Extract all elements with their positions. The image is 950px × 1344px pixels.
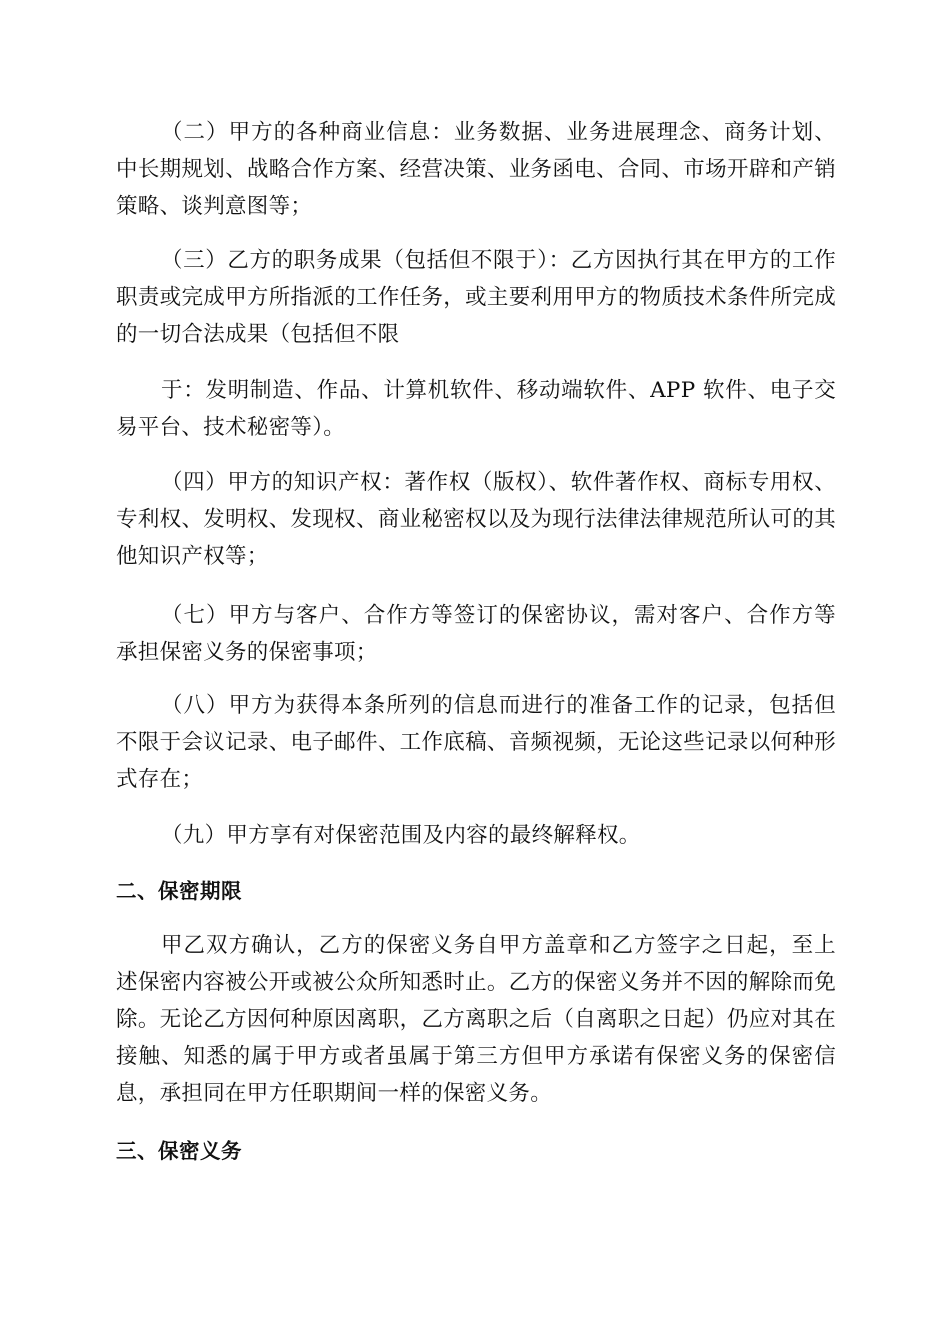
section-heading-confidentiality-obligations: 三、保密义务 xyxy=(116,1139,242,1163)
paragraph-intellectual-property: （四）甲方的知识产权：著作权（版权）、软件著作权、商标专用权、专利权、发明权、发现权、商业秘密权以及为现行法律法律规范所认可的其他知识产权等； xyxy=(116,470,836,569)
section-heading-confidentiality-period: 二、保密期限 xyxy=(116,879,242,903)
paragraph-confidentiality-period: 甲乙双方确认，乙方的保密义务自甲方盖章和乙方签字之日起，至上述保密内容被公开或被公众所知悉时止。乙方的保密义务并不因的解除而免除。无论乙方因何种原因离职，乙方离职之后（自离职之日起）仍应对其在接触、知悉的属于甲方或者虽属于第三方但甲方承诺有保密义务的保密信息，承担同在甲方任职期间一样的保密义务。 xyxy=(116,933,836,1106)
paragraph-final-interpretation: （九）甲方享有对保密范围及内容的最终解释权。 xyxy=(161,823,641,848)
paragraph-client-confidentiality: （七）甲方与客户、合作方等签订的保密协议，需对客户、合作方等承担保密义务的保密事项； xyxy=(116,603,836,665)
paragraph-business-info: （二）甲方的各种商业信息：业务数据、业务进展理念、商务计划、中长期规划、战略合作方案、经营决策、业务函电、合同、市场开辟和产销策略、谈判意图等； xyxy=(116,120,836,219)
paragraph-preparation-records: （八）甲方为获得本条所列的信息而进行的准备工作的记录，包括但不限于会议记录、电子邮件、工作底稿、音频视频，无论这些记录以何种形式存在； xyxy=(116,693,836,792)
paragraph-work-results-continued: 于：发明制造、作品、计算机软件、移动端软件、APP 软件、电子交易平台、技术秘密等）。 xyxy=(116,378,836,440)
paragraph-work-results: （三）乙方的职务成果（包括但不限于）：乙方因执行其在甲方的工作职责或完成甲方所指派的工作任务，或主要利用甲方的物质技术条件所完成的一切合法成果（包括但不限 xyxy=(116,248,836,347)
